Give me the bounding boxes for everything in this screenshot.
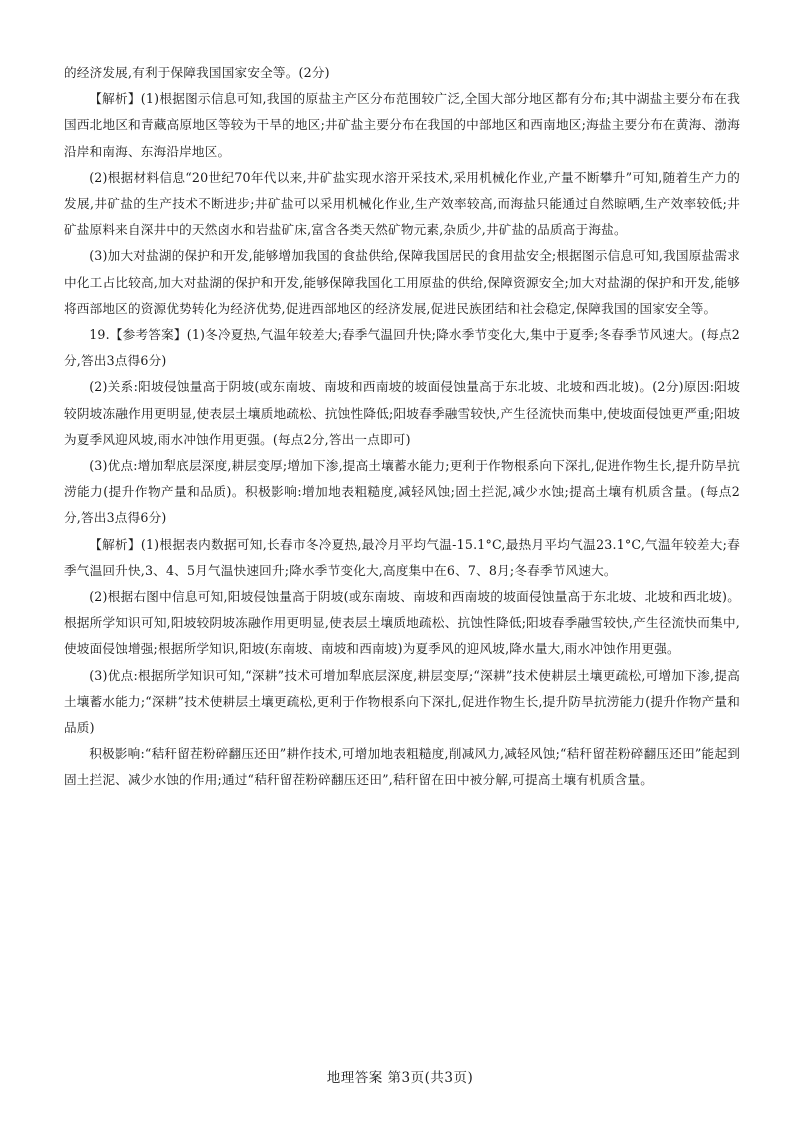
paragraph-analysis-18-3: (3)加大对盐湖的保护和开发,能够增加我国的食盐供给,保障我国居民的食用盐安全;根据图示信息可知,我国原盐需求中化工占比较高,加大对盐湖的保护和开发,能够保障我国化工用原盐的供给,保障资源安全;加大对盐湖的保护和开发,能够将西部地区的资源优势转化为经济优势,促进西部地区的经济发展,促进民族团结和社会稳定,保障我国的国家安全等。 (64, 248, 740, 316)
paragraph-answer-19-2: (2)关系:阳坡侵蚀量高于阴坡(或东南坡、南坡和西南坡的坡面侵蚀量高于东北坡、北坡和西北坡)。(2分)原因:阳坡较阴坡冻融作用更明显,使表层土壤质地疏松、抗蚀性降低;阳坡春季融雪较快,产生径流快而集中,使坡面侵蚀更严重;阳坡为夏季风迎风坡,雨水冲蚀作用更强。(每点2分,答出一点即可) (64, 379, 740, 447)
paragraph-analysis-19-3-impact: 积极影响:“秸秆留茬粉碎翻压还田”耕作技术,可增加地表粗糙度,削减风力,减轻风蚀;“秸秆留茬粉碎翻压还田”能起到固土拦泥、减少水蚀的作用;通过“秸秆留茬粉碎翻压还田”,秸秆留在田中被分解,可提高土壤有机质含量。 (64, 746, 740, 788)
paragraph-analysis-19-2: (2)根据右图中信息可知,阳坡侵蚀量高于阴坡(或东南坡、南坡和西南坡的坡面侵蚀量高于东北坡、北坡和西北坡)。根据所学知识可知,阳坡较阴坡冻融作用更明显,使表层土壤质地疏松、抗蚀性降低;阳坡春季融雪较快,产生径流快而集中,使坡面侵蚀增强;根据所学知识,阳坡(东南坡、南坡和西南坡)为夏季风的迎风坡,降水量大,雨水冲蚀作用更强。 (64, 589, 740, 657)
answer-body (64, 60, 740, 794)
paragraph-answer-19-3: (3)优点:增加犁底层深度,耕层变厚;增加下渗,提高土壤蓄水能力;更利于作物根系向下深扎,促进作物生长,提升防旱抗涝能力(提升作物产量和品质)。积极影响:增加地表粗糙度,减轻风蚀;固土拦泥,减少水蚀;提高土壤有机质含量。(每点2分,答出3点得6分) (64, 458, 740, 526)
paragraph-analysis-18-2: (2)根据材料信息“20世纪70年代以来,井矿盐实现水溶开采技术,采用机械化作业,产量不断攀升”可知,随着生产力的发展,井矿盐的生产技术不断进步;井矿盐可以采用机械化作业,生产效率较高,而海盐只能通过自然晾晒,生产效率较低;井矿盐原料来自深井中的天然卤水和岩盐矿床,富含各类天然矿物元素,杂质少,井矿盐的品质高于海盐。 (64, 169, 740, 238)
paragraph-analysis-19-1: 【解析】(1)根据表内数据可知,长春市冬冷夏热,最冷月平均气温-15.1°C,最热月平均气温23.1°C,气温年较差大;春季气温回升快,3、4、5月气温快速回升;降水季节变化大,高度集中在6、7、8月;冬春季节风速大。 (64, 536, 740, 578)
paragraph-analysis-19-3: (3)优点:根据所学知识可知,“深耕”技术可增加犁底层深度,耕层变厚;“深耕”技术使耕层土壤更疏松,可增加下渗,提高土壤蓄水能力;“深耕”技术使耕层土壤更疏松,更利于作物根系向下深扎,促进作物生长,提升防旱抗涝能力(提升作物产量和品质) (64, 667, 740, 736)
page-footer: 地理答案 第3页(共3页) (326, 1070, 474, 1086)
paragraph-analysis-18-1: 【解析】(1)根据图示信息可知,我国的原盐主产区分布范围较广泛,全国大部分地区都有分布;其中湖盐主要分布在我国西北地区和青藏高原地区等较为干旱的地区;井矿盐主要分布在我国的中部地区和西南地区;海盐主要分布在黄海、渤海沿岸和南海、东海沿岸地区。 (64, 91, 740, 159)
paragraph-answer-19-1: 19.【参考答案】(1)冬冷夏热,气温年较差大;春季气温回升快;降水季节变化大,集中于夏季;冬春季节风速大。(每点2分,答出3点得6分) (64, 327, 740, 369)
paragraph-continuation: 的经济发展,有利于保障我国国家安全等。(2分) (64, 65, 330, 80)
